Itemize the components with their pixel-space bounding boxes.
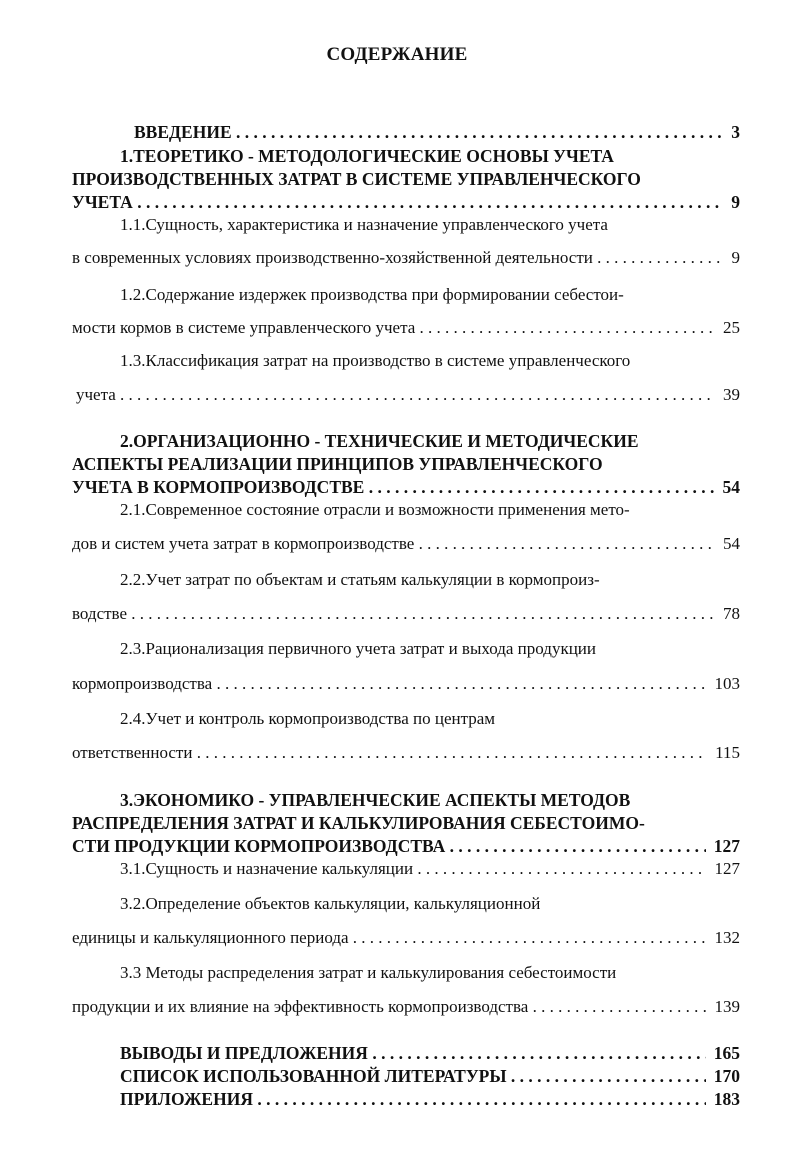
toc-entry-text: УЧЕТА . . . xyxy=(72,190,740,214)
toc-chapter-1-line-2 xyxy=(72,167,740,191)
toc-chapter-2-line-1 xyxy=(72,429,740,453)
toc-entry-text: 2.1.Современное состояние отрасли и возможности применения мето- xyxy=(120,500,630,519)
toc-entry-page: 54 xyxy=(715,475,741,499)
toc-entry-page: 165 xyxy=(706,1041,740,1065)
toc-entry-text: 3.3 Методы распределения затрат и калькулирования себестоимости xyxy=(120,963,617,982)
toc-entry-text: ПРИЛОЖЕНИЯ . . . xyxy=(120,1087,740,1111)
page-title: СОДЕРЖАНИЕ xyxy=(326,44,468,65)
toc-entry-text: дов и систем учета затрат в кормопроизводстве . . . xyxy=(72,532,740,556)
toc-entry-page: 39 xyxy=(715,383,740,407)
toc-chapter-3-line-3 xyxy=(72,834,740,858)
toc-entry-text: продукции и их влияние на эффективность кормопроизводства . . . xyxy=(72,995,740,1019)
toc-entry-text: мости кормов в системе управленческого учета . . . xyxy=(72,316,740,340)
toc-section-2-3-line-1 xyxy=(72,637,740,661)
toc-entry-text: единицы и калькуляционного периода . . . xyxy=(72,926,740,950)
toc-entry-appendices xyxy=(72,1087,740,1111)
toc-chapter-1-line-1 xyxy=(72,144,740,168)
toc-entry-text: ответственности . . . xyxy=(72,741,740,765)
toc-entry-page: 183 xyxy=(706,1087,740,1111)
toc-entry-text: 1.3.Классификация затрат на производство в системе управленческого xyxy=(120,351,631,370)
toc-section-2-1-line-2 xyxy=(72,532,740,556)
toc-entry-text: ВВЕДЕНИЕ . . . xyxy=(134,120,740,144)
toc-entry-text: СТИ ПРОДУКЦИИ КОРМОПРОИЗВОДСТВА . . . xyxy=(72,834,740,858)
toc-entry-text: ВЫВОДЫ И ПРЕДЛОЖЕНИЯ . . . xyxy=(120,1041,740,1065)
toc-section-1-2-line-1 xyxy=(72,283,740,307)
toc-section-2-4-line-2 xyxy=(72,741,740,765)
toc-entry-page: 25 xyxy=(715,316,740,340)
toc-entry-page: 132 xyxy=(707,926,741,950)
toc-chapter-2-line-3 xyxy=(72,475,740,499)
toc-entry-text: УЧЕТА В КОРМОПРОИЗВОДСТВЕ . . . xyxy=(72,475,740,499)
toc-entry-page: 170 xyxy=(706,1064,740,1088)
toc-chapter-3-line-2 xyxy=(72,811,740,835)
toc-section-2-4-line-1 xyxy=(72,707,740,731)
toc-entry-text: АСПЕКТЫ РЕАЛИЗАЦИИ ПРИНЦИПОВ УПРАВЛЕНЧЕСКОГО xyxy=(72,454,603,474)
toc-section-3-2-line-2 xyxy=(72,926,740,950)
toc-section-1-1-line-2 xyxy=(72,246,740,270)
toc-entry-text: 2.ОРГАНИЗАЦИОННО - ТЕХНИЧЕСКИЕ И МЕТОДИЧЕСКИЕ xyxy=(120,431,639,451)
toc-entry-text: 2.4.Учет и контроль кормопроизводства по центрам xyxy=(120,709,496,728)
toc-section-3-3-line-1 xyxy=(72,961,740,985)
toc-entry-text: кормопроизводства . . . xyxy=(72,672,740,696)
toc-entry-text: 3.1.Сущность и назначение калькуляции . . . xyxy=(120,857,740,881)
toc-entry-page: 127 xyxy=(706,834,740,858)
toc-chapter-2-line-2 xyxy=(72,452,740,476)
toc-entry-page: 115 xyxy=(707,741,740,765)
toc-entry-text: 1.ТЕОРЕТИКО - МЕТОДОЛОГИЧЕСКИЕ ОСНОВЫ УЧЕТА xyxy=(120,146,614,166)
toc-entry-text: СПИСОК ИСПОЛЬЗОВАННОЙ ЛИТЕРАТУРЫ . . . xyxy=(120,1064,740,1088)
toc-chapter-3-line-1 xyxy=(72,788,740,812)
toc-entry-introduction xyxy=(72,120,740,144)
toc-entry-text: 2.3.Рационализация первичного учета затрат и выхода продукции xyxy=(120,639,596,658)
toc-entry-text: 2.2.Учет затрат по объектам и статьям калькуляции в кормопроиз- xyxy=(120,570,600,589)
toc-section-2-1-line-1 xyxy=(72,498,740,522)
toc-entry-text: РАСПРЕДЕЛЕНИЯ ЗАТРАТ И КАЛЬКУЛИРОВАНИЯ СЕБЕСТОИМО- xyxy=(72,813,645,833)
toc-entry-text: 3.ЭКОНОМИКО - УПРАВЛЕНЧЕСКИЕ АСПЕКТЫ МЕТОДОВ xyxy=(120,790,631,810)
toc-entry-text: 3.2.Определение объектов калькуляции, калькуляционной xyxy=(120,894,541,913)
toc-entry-text: 1.1.Сущность, характеристика и назначение управленческого учета xyxy=(120,215,608,234)
toc-section-1-3-line-2 xyxy=(72,383,740,407)
toc-section-2-3-line-2 xyxy=(72,672,740,696)
toc-entry-page: 127 xyxy=(707,857,741,881)
toc-entry-text: 1.2.Содержание издержек производства при формировании себестои- xyxy=(120,285,624,304)
toc-section-3-2-line-1 xyxy=(72,892,740,916)
toc-section-3-1 xyxy=(72,857,740,881)
toc-entry-text: ПРОИЗВОДСТВЕННЫХ ЗАТРАТ В СИСТЕМЕ УПРАВЛЕНЧЕСКОГО xyxy=(72,169,641,189)
toc-entry-page: 54 xyxy=(715,532,740,556)
toc-entry-page: 103 xyxy=(707,672,741,696)
toc-entry-conclusions xyxy=(72,1041,740,1065)
toc-section-2-2-line-1 xyxy=(72,568,740,592)
toc-entry-page: 139 xyxy=(707,995,741,1019)
toc-section-1-2-line-2 xyxy=(72,316,740,340)
toc-section-3-3-line-2 xyxy=(72,995,740,1019)
toc-entry-text: учета . . . xyxy=(76,383,740,407)
toc-entry-page: 9 xyxy=(723,190,740,214)
toc-chapter-1-line-3 xyxy=(72,190,740,214)
toc-entry-page: 3 xyxy=(723,120,740,144)
toc-entry-page: 9 xyxy=(724,246,741,270)
toc-entry-text: в современных условиях производственно-хозяйственной деятельности . . . xyxy=(72,246,740,270)
toc-section-1-3-line-1 xyxy=(72,349,740,373)
toc-entry-page: 78 xyxy=(715,602,740,626)
toc-entry-references xyxy=(72,1064,740,1088)
toc-section-2-2-line-2 xyxy=(72,602,740,626)
toc-entry-text: водстве . . . xyxy=(72,602,740,626)
toc-section-1-1-line-1 xyxy=(72,213,740,237)
